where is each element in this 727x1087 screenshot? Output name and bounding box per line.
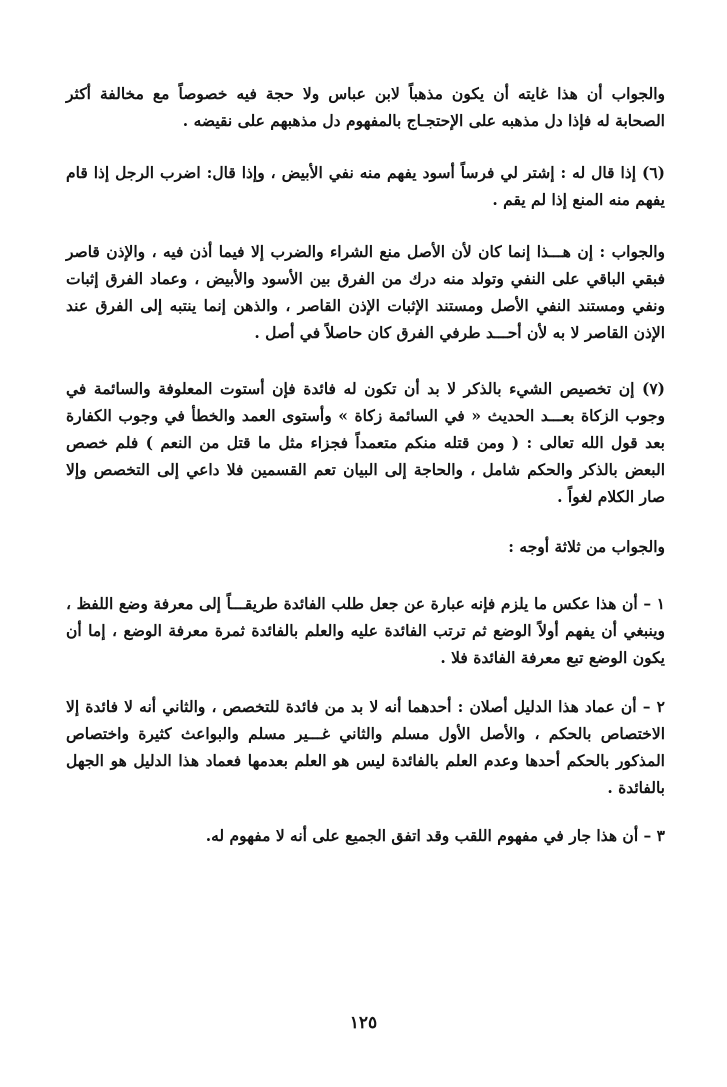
paragraph-way-2: ٢ – أن عماد هذا الدليل أصلان : أحدهما أنه لا بد من فائدة للتخصص ، والثاني أنه لا فائدة إلا الاختصاص بالحكم ، والأصل الأول مسلم والثاني غـــير مسلم والبواعث كثيرة واختصاص المذكور بالحكم أحدها وعدم العلم بالفائدة ليس هو العلم بعدمها فعماد هذا الدليل هو الجهل بالفائدة . xyxy=(66,697,665,797)
paragraph-answer-6: والجواب : إن هـــذا إنما كان لأن الأصل منع الشراء والضرب إلا فيما أذن فيه ، والإذن قاصر فبقي الباقي على النفي وتولد منه درك من الفرق بين الأسود والأبيض ، وعماد الفرق إثبات ونفي ومستند النفي الأصل ومستند الإثبات الإذن القاصر ، والذهن إنما ينتبه إلى الفرق عند الإذن القاصر لا به لأن أحـــد طرفي الفرق كان حاصلاً في أصل . xyxy=(66,242,665,342)
paragraph-answer-ibn-abbas: والجواب أن هذا غايته أن يكون مذهباً لابن عباس ولا حجة فيه خصوصاً مع مخالفة أكثر الصحابة له فإذا دل مذهبه على الإحتجـاج بالمفهوم دل مذهبهم على نقيضه . xyxy=(66,84,665,130)
paragraph-way-1: ١ – أن هذا عكس ما يلزم فإنه عبارة عن جعل طلب الفائدة طريقـــاً إلى معرفة وضع اللفظ ، وينبغي أن يفهم أولاً الوضع ثم ترتب الفائدة عليه والعلم بالفائدة ثمرة معرفة الوضع ، إما أن يكون الوضع تبع معرفة الفائدة فلا . xyxy=(66,594,665,667)
paragraph-answer-three-ways: والجواب من ثلاثة أوجه : xyxy=(508,537,665,556)
paragraph-objection-7: (٧) إن تخصيص الشيء بالذكر لا بد أن تكون له فائدة فإن أستوت المعلوفة والسائمة في وجوب الزكاة بعـــد الحديث « في السائمة زكاة » وأستوى العمد والخطأ في وجوب الكفارة بعد قول الله تعالى : ( ومن قتله منكم متعمداً فجزاء مثل ما قتل من النعم ) فلم خصص البعض بالذكر والحكم شامل ، والحاجة إلى البيان تعم القسمين فلا داعي إلى التخصص وإلا صار الكلام لغواً . xyxy=(66,379,665,506)
paragraph-objection-6: (٦) إذا قال له : إشتر لي فرساً أسود يفهم منه نفي الأبيض ، وإذا قال: اضرب الرجل إذا قام يفهم منه المنع إذا لم يقم . xyxy=(66,163,665,209)
page-number: ١٢٥ xyxy=(349,1013,378,1033)
paragraph-way-3: ٣ – أن هذا جار في مفهوم اللقب وقد اتفق الجميع على أنه لا مفهوم له. xyxy=(205,826,665,845)
